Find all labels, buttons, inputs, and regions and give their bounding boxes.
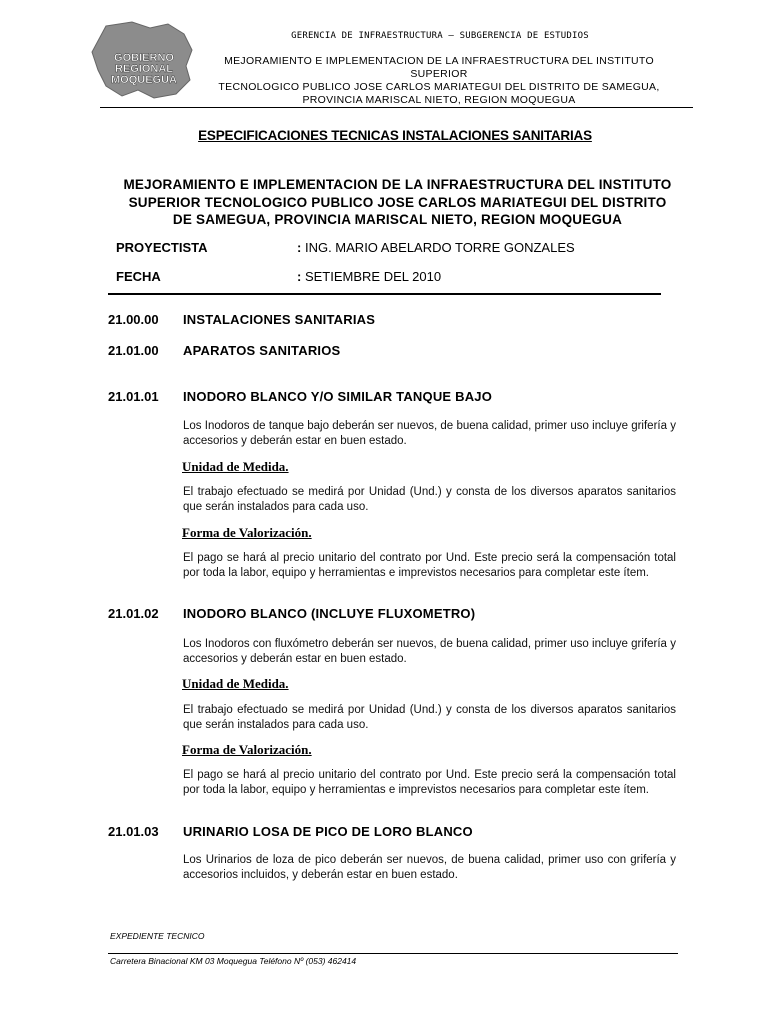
- project-title-line: SUPERIOR TECNOLOGICO PUBLICO JOSE CARLOS MARIATEGUI DEL DISTRITO: [128, 194, 667, 210]
- project-title: [105, 176, 690, 229]
- meta-separator: :: [297, 269, 302, 284]
- footer-address: Carretera Binacional KM 03 Moquegua Teléfono Nº (053) 462414: [110, 956, 357, 966]
- unit-heading: Unidad de Medida.: [182, 459, 289, 474]
- item-description: Los Urinarios de loza de pico deberán ser nuevos, de buena calidad, primer uso con grifería y accesorios incluidos, y deberán estar en buen estado.: [183, 854, 676, 881]
- payment-text: El pago se hará al precio unitario del contrato por Und. Este precio será la compensación total por toda la labor, equipo y herramientas e imprevistos necesarios para completar este ítem.: [183, 552, 676, 579]
- project-header-line: PROVINCIA MARISCAL NIETO, REGION MOQUEGUA: [302, 94, 576, 106]
- item-description: Los Inodoros de tanque bajo deberán ser nuevos, de buena calidad, primer uso incluye grifería y accesorios y deberán estar en buen estado.: [183, 420, 676, 447]
- svg-text:MOQUEGUA: MOQUEGUA: [111, 74, 177, 86]
- footer-label: EXPEDIENTE TECNICO: [110, 931, 205, 941]
- project-title-line: MEJORAMIENTO E IMPLEMENTACION DE LA INFRAESTRUCTURA DEL INSTITUTO: [123, 177, 672, 192]
- gobierno-regional-logo: [88, 20, 200, 100]
- section-title: INODORO BLANCO (INCLUYE FLUXOMETRO): [183, 606, 476, 621]
- section-title: INSTALACIONES SANITARIAS: [183, 312, 376, 327]
- project-header-line: TECNOLOGICO PUBLICO JOSE CARLOS MARIATEGUI DEL DISTRITO DE SAMEGUA,: [218, 81, 660, 93]
- proyectista-value: [297, 240, 575, 255]
- fecha-label: FECHA: [116, 269, 161, 284]
- meta-divider: [108, 293, 661, 295]
- project-title-line: DE SAMEGUA, PROVINCIA MARISCAL NIETO, REGION MOQUEGUA: [172, 212, 623, 227]
- item-description: Los Inodoros con fluxómetro deberán ser nuevos, de buena calidad, primer uso incluye grifería y accesorios y deberán estar en buen estado.: [183, 638, 676, 665]
- section-code: 21.01.01: [108, 389, 159, 404]
- proyectista-name: ING. MARIO ABELARDO TORRE GONZALES: [304, 240, 575, 255]
- project-header: [200, 55, 678, 107]
- unit-heading: Unidad de Medida.: [182, 676, 289, 691]
- section-code: 21.01.03: [108, 824, 159, 839]
- payment-heading: Forma de Valorización.: [182, 525, 312, 540]
- unit-text: El trabajo efectuado se medirá por Unidad (Und.) y consta de los diversos aparatos sanitarios que serán instalados para cada uso.: [183, 486, 676, 513]
- svg-text:REGIONAL: REGIONAL: [114, 63, 174, 75]
- fecha-date: SETIEMBRE DEL 2010: [304, 269, 442, 284]
- unit-text: El trabajo efectuado se medirá por Unidad (Und.) y consta de los diversos aparatos sanitarios que serán instalados para cada uso.: [183, 704, 676, 731]
- header-divider: [100, 107, 693, 108]
- section-code: 21.01.02: [108, 606, 159, 621]
- section-title: URINARIO LOSA DE PICO DE LORO BLANCO: [183, 824, 473, 839]
- svg-text:GOBIERNO: GOBIERNO: [114, 52, 174, 64]
- footer-divider: [108, 953, 678, 954]
- section-code: 21.00.00: [108, 312, 159, 327]
- moquegua-region-map-icon: [88, 20, 200, 100]
- proyectista-label: PROYECTISTA: [116, 240, 208, 255]
- meta-separator: :: [297, 240, 302, 255]
- agency-header: GERENCIA DE INFRAESTRUCTURA – SUBGERENCIA DE ESTUDIOS: [291, 31, 589, 41]
- document-title: ESPECIFICACIONES TECNICAS INSTALACIONES SANITARIAS: [198, 128, 592, 143]
- fecha-value: [297, 269, 441, 284]
- project-header-line: MEJORAMIENTO E IMPLEMENTACION DE LA INFRAESTRUCTURA DEL INSTITUTO SUPERIOR: [224, 55, 654, 80]
- section-title: INODORO BLANCO Y/O SIMILAR TANQUE BAJO: [183, 389, 493, 404]
- section-code: 21.01.00: [108, 343, 159, 358]
- payment-heading: Forma de Valorización.: [182, 742, 312, 757]
- payment-text: El pago se hará al precio unitario del contrato por Und. Este precio será la compensación total por toda la labor, equipo y herramientas e imprevistos necesarios para completar este ítem.: [183, 769, 676, 796]
- section-title: APARATOS SANITARIOS: [183, 343, 341, 358]
